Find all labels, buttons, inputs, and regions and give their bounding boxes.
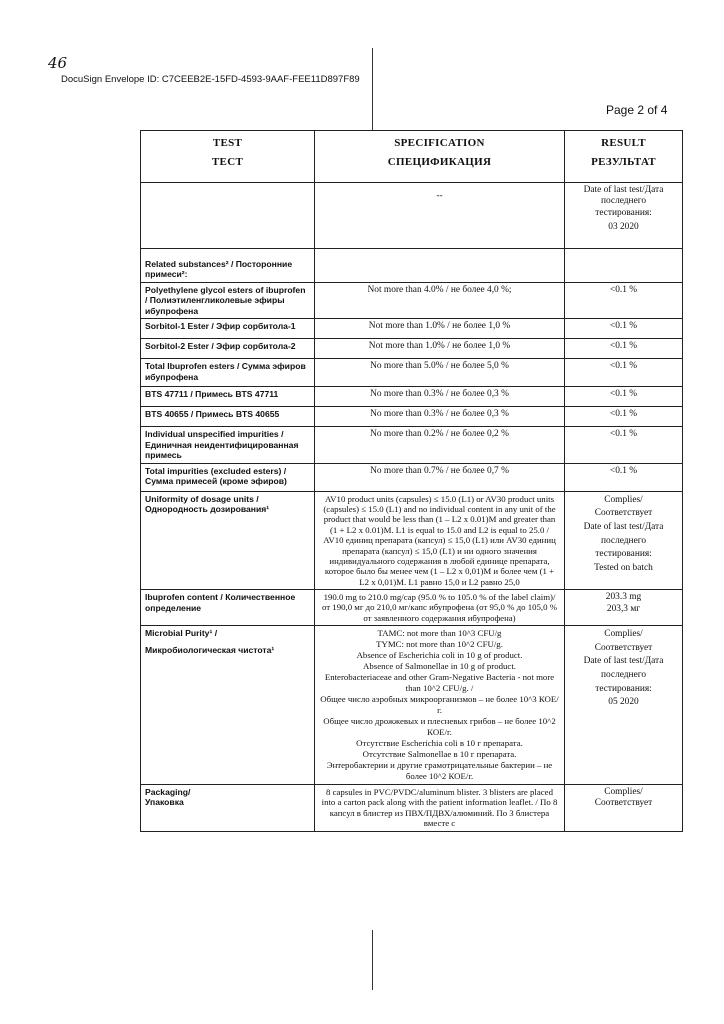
- test-cell: BTS 47711 / Примесь BTS 47711: [141, 387, 315, 407]
- result-cell: <0.1 %: [565, 359, 683, 387]
- header-test: TEST ТЕСТ: [141, 131, 315, 183]
- result-cell: Complies/ Соответствует: [565, 785, 683, 832]
- docusign-envelope-id: DocuSign Envelope ID: C7CEEB2E-15FD-4593-9AAF-FEE11D897F89: [61, 74, 360, 85]
- spec-cell: Not more than 4.0% / не более 4,0 %;: [315, 282, 565, 318]
- test-cell: Ibuprofen content / Количественное определение: [141, 590, 315, 626]
- spec-cell: No more than 0.3% / не более 0,3 %: [315, 407, 565, 427]
- spec-cell: [315, 248, 565, 282]
- result-cell: Complies/ Соответствует Date of last test/Дата последнего тестирования: Tested on batch: [565, 491, 683, 589]
- spec-cell: --: [315, 182, 565, 248]
- test-cell: [141, 182, 315, 248]
- table-row-packaging: [141, 785, 683, 832]
- spec-cell: No more than 0.7% / не более 0,7 %: [315, 463, 565, 491]
- scan-line-decoration: [372, 48, 373, 130]
- test-cell: Related substances² / Посторонние примеси²:: [141, 248, 315, 282]
- result-cell: Complies/ Соответствует Date of last test/Дата последнего тестирования: 05 2020: [565, 626, 683, 785]
- test-cell: Total Ibuprofen esters / Сумма эфиров ибупрофена: [141, 359, 315, 387]
- table-row-uniformity: [141, 491, 683, 589]
- result-cell: <0.1 %: [565, 387, 683, 407]
- table-row: [141, 319, 683, 339]
- table-row: [141, 407, 683, 427]
- result-cell: <0.1 %: [565, 319, 683, 339]
- table-row: [141, 282, 683, 318]
- result-cell: <0.1 %: [565, 407, 683, 427]
- test-cell: Packaging/ Упаковка: [141, 785, 315, 832]
- spec-cell: Not more than 1.0% / не более 1,0 %: [315, 339, 565, 359]
- table-row: [141, 248, 683, 282]
- table-row-microbial-purity: [141, 626, 683, 785]
- table-row-ibuprofen-content: [141, 590, 683, 626]
- test-cell: BTS 40655 / Примесь BTS 40655: [141, 407, 315, 427]
- result-cell: [565, 248, 683, 282]
- handwritten-page-mark: 46: [48, 54, 68, 72]
- spec-cell: No more than 0.3% / не более 0,3 %: [315, 387, 565, 407]
- result-cell: Date of last test/Дата последнего тестирования: 03 2020: [565, 182, 683, 248]
- result-cell: <0.1 %: [565, 463, 683, 491]
- header-specification: SPECIFICATION СПЕЦИФИКАЦИЯ: [315, 131, 565, 183]
- page-number: Page 2 of 4: [606, 103, 668, 117]
- table-header-row: [141, 131, 683, 183]
- test-cell: Sorbitol-1 Ester / Эфир сорбитола-1: [141, 319, 315, 339]
- test-cell: Total impurities (excluded esters) / Сумма примесей (кроме эфиров): [141, 463, 315, 491]
- result-cell: 203.3 mg 203,3 мг: [565, 590, 683, 626]
- spec-cell: No more than 5.0% / не более 5,0 %: [315, 359, 565, 387]
- test-cell: Individual unspecified impurities / Единичная неидентифицированная примесь: [141, 427, 315, 463]
- spec-cell: Not more than 1.0% / не более 1,0 %: [315, 319, 565, 339]
- result-cell: <0.1 %: [565, 282, 683, 318]
- spec-cell: 190.0 mg to 210.0 mg/cap (95.0 % to 105.0 % of the label claim)/ от 190,0 мг до 210,0 мг/капс ибупрофена (от 95,0 % до 105,0 % от заявленного содержания ибупрофена): [315, 590, 565, 626]
- table-row: [141, 359, 683, 387]
- test-cell: Sorbitol-2 Ester / Эфир сорбитола-2: [141, 339, 315, 359]
- scan-line-decoration: [372, 930, 373, 990]
- spec-cell: TAMC: not more than 10^3 CFU/g TYMC: not more than 10^2 CFU/g. Absence of Escherichia coli in 10 g of product. Absence of Salmonellae in 10 g of product. Enterobacteriaceae and other Gram-Negative Bacteria - not more than 10^2 CFU/g. / Общее число аэробных микроорганизмов – не более 10^3 КОЕ/г. Общее число дрожжевых и плесневых грибов – не более 10^2 КОЕ/г. Отсутствие Escherichia coli в 10 г препарата. Отсутствие Salmonellae в 10 г препарата. Энтеробактерии и другие грамотрицательные бактерии – не более 10^2 КОЕ/г.: [315, 626, 565, 785]
- test-cell: Uniformity of dosage units / Однородность дозирования¹: [141, 491, 315, 589]
- table-row: [141, 427, 683, 463]
- table-row: [141, 463, 683, 491]
- spec-cell: AV10 product units (capsules) ≤ 15.0 (L1) or AV30 product units (capsules) ≤ 15.0 (L1) and no individual content in any unit of the product that would be less than (1 – L2 x 0.01)M and greater than (1 + L2 x 0.01)M. L1 is equal to 15.0 and L2 is equal to 25.0 / AV10 единиц препарата (капсул) ≤ 15,0 (L1) или AV30 единиц препарата (капсул) ≤ 15,0 (L1) и ни одного значения индивидуального содержания в любой единице препарата, которое было бы менее чем (1 – L2 x 0,01)M и более чем (1 + L2 x 0,01)M. L1 равно 15,0 и L2 равно 25,0: [315, 491, 565, 589]
- specification-table: [140, 130, 683, 832]
- result-cell: <0.1 %: [565, 339, 683, 359]
- table-row: [141, 387, 683, 407]
- test-cell: Polyethylene glycol esters of ibuprofen / Полиэтиленгликолевые эфиры ибупрофена: [141, 282, 315, 318]
- spec-cell: 8 capsules in PVC/PVDC/aluminum blister. 3 blisters are placed into a carton pack along with the patient information leaflet. / По 8 капсул в блистер из ПВХ/ПДВХ/алюминий. По 3 блистера вместе с: [315, 785, 565, 832]
- test-cell: Microbial Purity¹ / Микробиологическая чистота¹: [141, 626, 315, 785]
- header-result: RESULT РЕЗУЛЬТАТ: [565, 131, 683, 183]
- result-cell: <0.1 %: [565, 427, 683, 463]
- table-row: [141, 182, 683, 248]
- spec-cell: No more than 0.2% / не более 0,2 %: [315, 427, 565, 463]
- table-row: [141, 339, 683, 359]
